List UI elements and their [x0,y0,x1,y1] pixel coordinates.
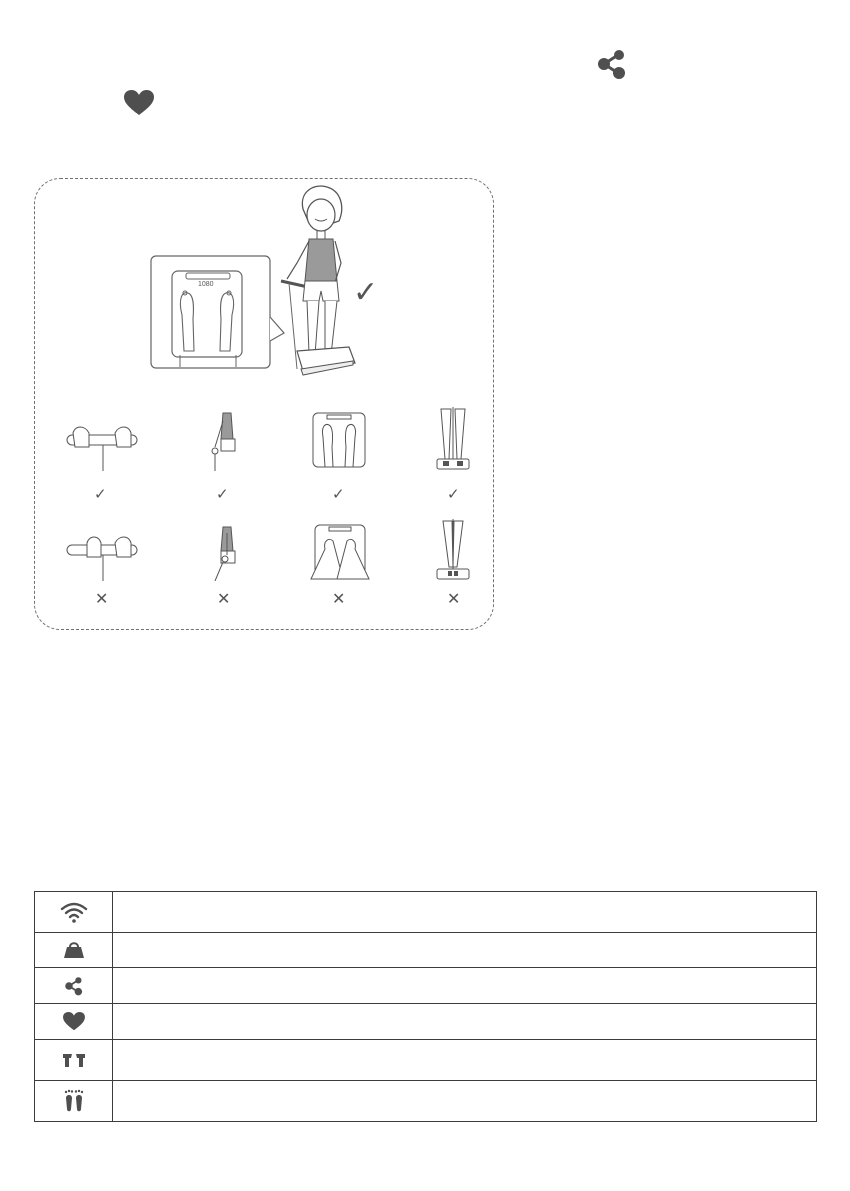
correct-arm-position-illustration [205,411,245,471]
incorrect-mark-2: ✕ [217,591,231,608]
legend-row-feet [35,1081,817,1122]
incorrect-mark-4: ✕ [447,591,461,608]
weight-icon [35,941,112,959]
legend-description [113,1004,817,1040]
legend-row-share [35,968,817,1004]
legend-description [113,933,817,968]
legend-row-heart [35,1004,817,1040]
heart-icon [35,1012,112,1031]
posture-guide-panel [34,178,494,630]
feet-icon [35,1089,112,1113]
legend-row-hands [35,1040,817,1081]
legend-icon-cell [35,1040,113,1081]
incorrect-mark-1: ✕ [95,591,109,608]
legend-row-wifi [35,892,817,933]
incorrect-feet-on-scale-illustration [309,523,371,581]
wifi-icon [35,901,112,923]
incorrect-legs-together-illustration [435,519,471,585]
correct-mark-4: ✓ [447,486,460,503]
legend-description [113,1081,817,1122]
main-correct-mark: ✓ [353,276,379,309]
scale-display-reading: 1080 [198,281,214,288]
share-icon [35,976,112,996]
incorrect-mark-3: ✕ [332,591,346,608]
correct-mark-3: ✓ [332,486,345,503]
legend-icon-cell [35,1081,113,1122]
correct-feet-on-scale-illustration [311,411,367,471]
woman-on-scale-illustration [275,183,365,379]
legend-description [113,1040,817,1081]
hands-icon [35,1052,112,1068]
legend-row-weight [35,933,817,968]
incorrect-grip-handle-illustration [65,525,141,581]
legend-description [113,892,817,933]
heart-icon [124,90,154,116]
legend-description [113,968,817,1004]
legend-icon-cell [35,968,113,1004]
legend-icon-cell [35,1004,113,1040]
correct-legs-apart-illustration [435,407,471,473]
correct-mark-1: ✓ [94,486,107,503]
icon-legend-table [34,891,817,1122]
share-icon [596,48,628,80]
incorrect-arm-position-illustration [205,525,245,581]
correct-grip-handle-illustration [65,411,141,471]
correct-mark-2: ✓ [216,486,229,503]
legend-icon-cell [35,933,113,968]
legend-icon-cell [35,892,113,933]
